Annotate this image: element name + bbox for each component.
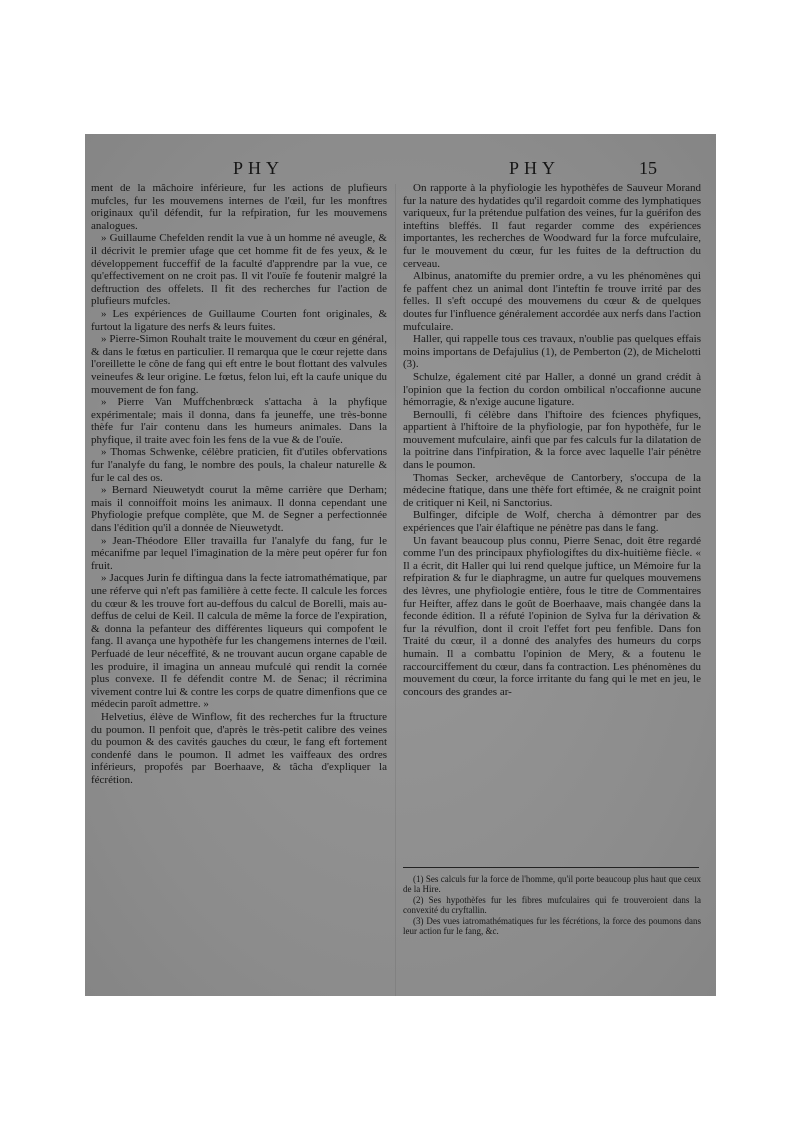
paragraph: » Guillaume Chefelden rendit la vue à un homme né aveugle, & il décrivit le premier ufage que cet homme fit de fes yeux, & le développement fucceffif de la faculté d'apprendre par la vue, ce qu'effectivement on ne croit pas. Il vit l'ouïe fe foutenir malgré la deftruction des offelets. Il fit des recherches fur l'action de plufieurs mufcles.: [91, 232, 387, 308]
column-gutter: [395, 184, 396, 996]
running-head-left: PHY: [233, 158, 285, 178]
footnote: (3) Des vues iatromathématiques fur les fécrétions, la force des poumons dans leur action fur le fang, &c.: [403, 915, 701, 937]
paragraph: Helvetius, élève de Winflow, fit des recherches fur la ftructure du poumon. Il penfoit que, d'après le très-petit calibre des veines du poumon & des cavités gauches du cœur, le fang eft fortement condenfé dans le poumon. Il admet les vaiffeaux des ordres inférieurs, propofés par Boerhaave, & tâcha d'expliquer la fécrétion.: [91, 710, 387, 786]
paragraph: Thomas Secker, archevêque de Cantorbery, s'occupa de la médecine ftatique, dans une thèfe fort eftimée, & ne craignit point de critiquer ni Keil, ni Sanctorius.: [403, 471, 701, 509]
paragraph: Un favant beaucoup plus connu, Pierre Senac, doit être regardé comme l'un des principaux phyfiologiftes du dix-huitième fiècle. « Il a écrit, dit Haller qui lui rend quelque juftice, un Mémoire fur la refpiration & fur le diaphragme, un autre fur quelques mouvemens des lèvres, une phyfiologie entière, fous le titre de Commentaires fur Heifter, affez dans le goût de Boerhaave, mais changée dans la feconde édition. Il a réfuté l'opinion de Sylva fur la dérivation & fur la révulfion, dont il croit l'effet fort peu fenfible. Dans fon Traité du cœur, il a donné des analyfes des humeurs du corps humain. Il a combattu l'opinion de Mery, & a foutenu le raccourciffement du cœur, dans fa contraction. Les phénomènes du mouvement du cœur, la force irritante du fang qui le met en jeu, le concours des grandes ar-: [403, 534, 701, 698]
paragraph: Bernoulli, fi célèbre dans l'hiftoire des fciences phyfiques, appartient à l'hiftoire de la phyfiologie, par fon hypothèfe, fur le mouvement mufculaire, ainfi que par fes calculs fur la dilatation de la poitrine dans l'infpiration, & la force avec laquelle l'air pénètre dans le poumon.: [403, 408, 701, 472]
footnote-separator: [403, 867, 699, 868]
footnotes: [403, 874, 701, 936]
paragraph: » Pierre Van Muffchenbrœck s'attacha à la phyfique expérimentale; mais il donna, dans fa jeuneffe, une très-bonne thèfe fur l'air contenu dans les humeurs animales. Dans la phyfique, il traite avec foin les fens de la vue & de l'ouïe.: [91, 396, 387, 446]
right-column: [403, 182, 701, 698]
page-number: 15: [639, 158, 657, 178]
left-column: [91, 182, 387, 787]
paragraph: Bulfinger, difciple de Wolf, chercha à démontrer par des expériences que l'air élaftique ne pénètre pas dans le fang.: [403, 509, 701, 535]
paragraph: » Jean-Théodore Eller travailla fur l'analyfe du fang, fur le mécanifme par lequel l'imagination de la mère peut opérer fur fon fruit.: [91, 534, 387, 572]
paragraph: » Pierre-Simon Rouhalt traite le mouvement du cœur en général, & dans le fœtus en particulier. Il remarqua que le cœur rejette dans l'oreillette le cône de fang qui eft entre le bout flottant des valvules veineufes & leur origine. Le fœtus, felon lui, eft la caufe unique du mouvement de fon fang.: [91, 333, 387, 396]
paragraph: » Thomas Schwenke, célèbre praticien, fit d'utiles obfervations fur l'analyfe du fang, le nombre des pouls, la chaleur naturelle & fur le cal des os.: [91, 446, 387, 484]
paragraph: » Les expériences de Guillaume Courten font originales, & furtout la ligature des nerfs & leurs fuites.: [91, 307, 387, 333]
page-header: [85, 158, 716, 180]
paragraph: » Bernard Nieuwetydt courut la même carrière que Derham; mais il connoiffoit moins les animaux. Il donna cependant une Phyfiologie prefque complète, que M. de Segner a perfectionnée dans l'édition qu'il a donnée de Nieuwetydt.: [91, 484, 387, 535]
paragraph: ment de la mâchoire inférieure, fur les actions de plufieurs mufcles, fur les mouvemens internes de l'œil, fur les monftres originaux qu'il défendit, fur la refpiration, fur les mouvemens analogues.: [91, 182, 387, 232]
running-head-right: PHY: [509, 158, 561, 178]
footnote: (1) Ses calculs fur la force de l'homme, qu'il porte beaucoup plus haut que ceux de la Hire.: [403, 874, 701, 895]
paragraph: On rapporte à la phyfiologie les hypothèfes de Sauveur Morand fur la nature des hydatides qu'il regardoit comme des lymphatiques variqueux, fur la prétendue pulfation des veines, fur la guérifon des inteftins bleffés. Il faut regarder comme des expériences importantes, les recherches de Woodward fur la force mufculaire, fur le mouvement du cœur, fur les fuites de la deftruction du cerveau.: [403, 182, 701, 270]
paragraph: Albinus, anatomifte du premier ordre, a vu les phénomènes qui fe paffent chez un animal dont l'inteftin fe trouve irrité par des felles. Il s'eft occupé des mouvemens du cœur & de quelques doutes fur l'influence généralement accordée aux nerfs dans l'action mufculaire.: [403, 270, 701, 333]
scanned-page: [85, 134, 716, 996]
paragraph: » Jacques Jurin fe diftingua dans la fecte iatromathématique, par une réferve qui n'eft pas familière à cette fecte. Il calcule les forces du cœur & les trouve fort au-deffous du calcul de Borelli, mais au-deffus de celui de Keil. Il calcula de même la force de l'expiration, & donna la pefanteur des différentes liqueurs qui compofent le fang. Il avança une hypothèfe fur les changemens internes de l'œil. Perfuadé de leur néceffité, & ne trouvant aucun organe capable de les produire, il imagina un anneau mufculé qui rendit la cornée plus convexe. Il fe défendit contre M. de Senac; il récrimina vivement contre lui & contre les corps de quatre dimenfions que ce médecin paroît admettre. »: [91, 572, 387, 711]
paragraph: Schulze, également cité par Haller, a donné un grand crédit à l'opinion que la fection du cordon ombilical n'occafionne aucune hémorragie, & n'exige aucune ligature.: [403, 370, 701, 409]
footnote: (2) Ses hypothèfes fur les fibres mufculaires qui fe trouveroient dans la convexité du cryftallin.: [403, 894, 701, 916]
paragraph: Haller, qui rappelle tous ces travaux, n'oublie pas quelques effais moins importans de Defajulius (1), de Pemberton (2), de Michelotti (3).: [403, 333, 701, 371]
